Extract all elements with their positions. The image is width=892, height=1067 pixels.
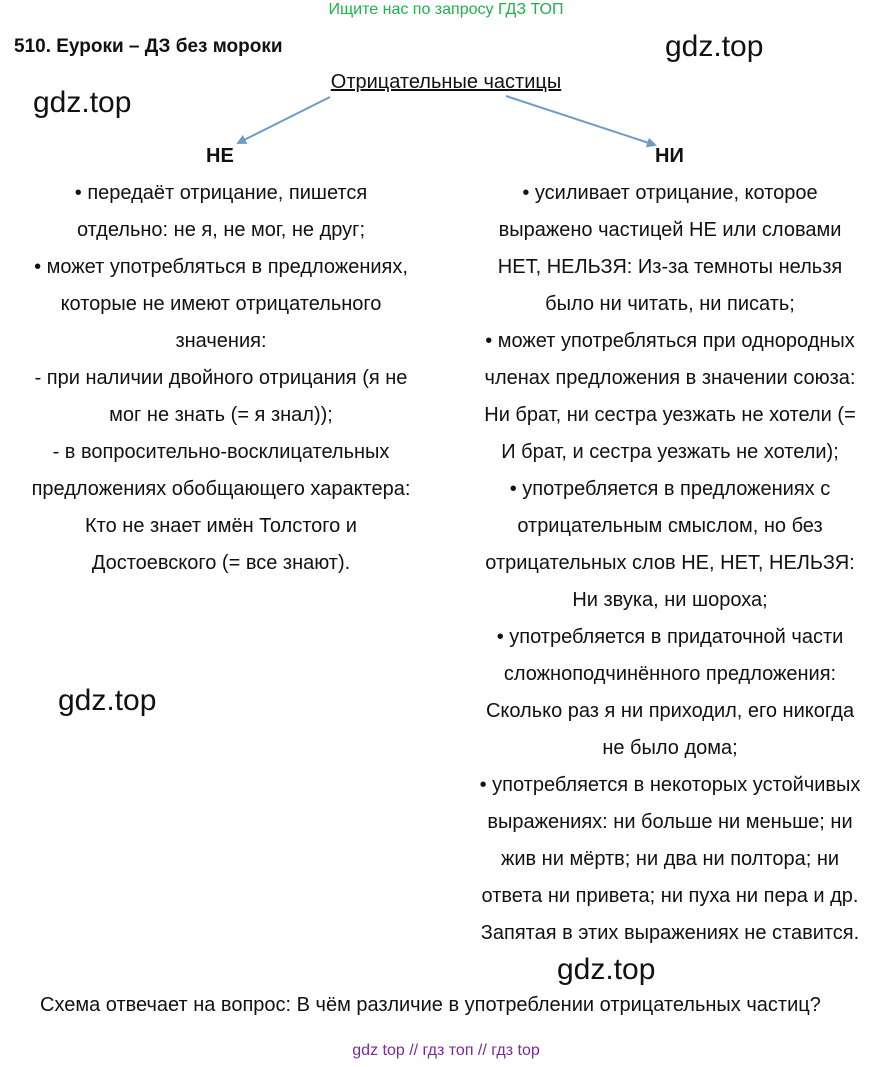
ni-line: Ни брат, ни сестра уезжать не хотели (= (484, 404, 856, 426)
arrow-to-ni (506, 96, 655, 145)
ni-line: было ни читать, ни писать; (545, 293, 795, 315)
footer-links[interactable]: gdz top // гдз топ // гдз top (352, 1042, 540, 1059)
ni-line: жив ни мёртв; ни два ни полтора; ни (500, 848, 840, 870)
diagram-question: Схема отвечает на вопрос: В чём различие в употреблении отрицательных частиц? (40, 994, 821, 1016)
watermark: gdz.top (557, 953, 656, 986)
arrow-to-ne (238, 97, 330, 143)
watermark: gdz.top (58, 684, 157, 717)
ni-line: отрицательных слов НЕ, НЕТ, НЕЛЬЗЯ: (485, 552, 855, 574)
ne-line: Кто не знает имён Толстого и (85, 515, 357, 537)
ne-line: мог не знать (= я знал)); (109, 404, 333, 426)
ne-description (12, 175, 430, 582)
ne-line: - при наличии двойного отрицания (я не (34, 367, 408, 389)
watermark: gdz.top (665, 30, 764, 63)
ne-line: - в вопросительно-восклицательных (52, 441, 390, 463)
ni-line: выражениях: ни больше ни меньше; ни (487, 811, 853, 833)
ni-heading: НИ (655, 145, 684, 167)
ni-line: • употребляется в некоторых устойчивых (479, 774, 861, 796)
diagram-arrows (0, 0, 892, 160)
search-hint-link[interactable]: Ищите нас по запросу ГДЗ ТОП (328, 1, 564, 18)
ni-line: НЕТ, НЕЛЬЗЯ: Из-за темноты нельзя (497, 256, 843, 278)
ni-line: Запятая в этих выражениях не ставится. (480, 922, 860, 944)
ni-description (460, 175, 880, 952)
ne-line: предложениях обобщающего характера: (31, 478, 411, 500)
ne-line: отдельно: не я, не мог, не друг; (76, 219, 366, 241)
ne-line: Достоевского (= все знают). (91, 552, 351, 574)
ni-line: ответа ни привета; ни пуха ни пера и др. (481, 885, 859, 907)
ne-heading: НЕ (206, 145, 234, 167)
ni-line: Ни звука, ни шороха; (572, 589, 768, 611)
ne-line: значения: (175, 330, 267, 352)
ni-line: • употребляется в предложениях с (509, 478, 831, 500)
ne-line: которые не имеют отрицательного (60, 293, 382, 315)
ni-line: И брат, и сестра уезжать не хотели); (501, 441, 839, 463)
exercise-heading: 510. Еуроки – ДЗ без мороки (14, 36, 283, 57)
ni-line: • усиливает отрицание, которое (522, 182, 818, 204)
watermark: gdz.top (33, 86, 132, 119)
ni-line: сложноподчинённого предложения: (503, 663, 837, 685)
ni-line: • может употребляться при однородных (485, 330, 855, 352)
ni-line: Сколько раз я ни приходил, его никогда (485, 700, 855, 722)
ni-line: выражено частицей НЕ или словами (498, 219, 842, 241)
ni-line: • употребляется в придаточной части (496, 626, 844, 648)
ni-line: членах предложения в значении союза: (484, 367, 856, 389)
ni-line: отрицательным смыслом, но без (517, 515, 823, 537)
ni-line: не было дома; (602, 737, 738, 759)
ne-line: • может употребляться в предложениях, (34, 256, 408, 278)
diagram-title: Отрицательные частицы (330, 71, 562, 93)
ne-line: • передаёт отрицание, пишется (74, 182, 368, 204)
